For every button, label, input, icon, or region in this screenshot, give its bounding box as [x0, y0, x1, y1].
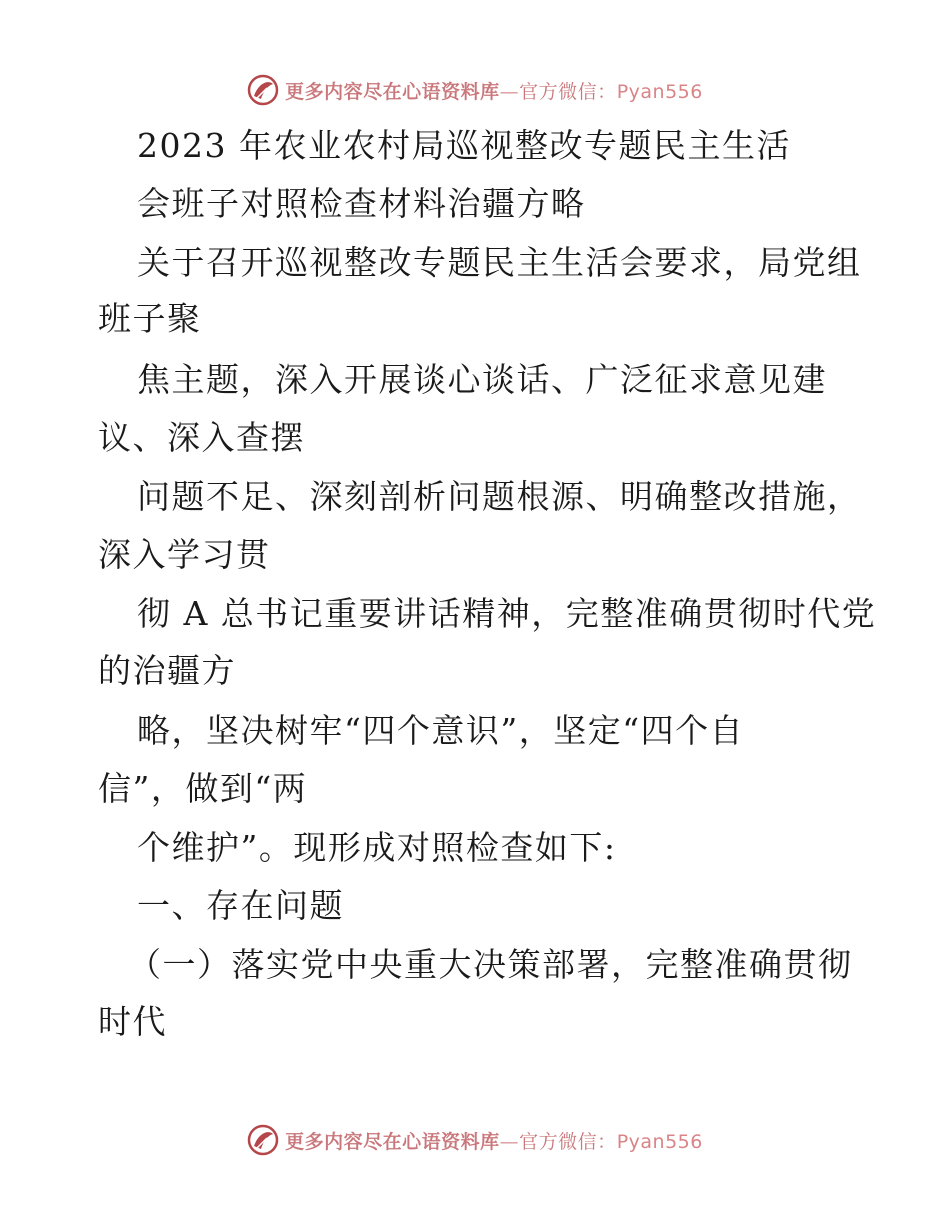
- banner-text: [285, 77, 703, 104]
- subsection-heading-line-1: （一）落实党中央重大决策部署，完整准确贯彻: [128, 945, 853, 984]
- banner-wechat-id: Pyan556: [616, 80, 703, 103]
- banner-text: [285, 1127, 703, 1154]
- brand-logo-icon: [247, 74, 279, 106]
- section-heading: 一、存在问题: [137, 886, 344, 925]
- banner-brand: 更多内容尽在心语资料库: [285, 1130, 500, 1153]
- paragraph-line: 彻 A 总书记重要讲话精神，完整准确贯彻时代党: [137, 594, 877, 633]
- paragraph-line: 问题不足、深刻剖析问题根源、明确整改措施，: [137, 477, 862, 516]
- banner-dash: —: [499, 1130, 520, 1153]
- banner-wechat-id: Pyan556: [616, 1130, 703, 1153]
- paragraph-line: 略，坚决树牢“四个意识”，坚定“四个自: [137, 711, 745, 750]
- paragraph-line: 班子聚: [98, 299, 202, 338]
- document-title-line-1: 2023 年农业农村局巡视整改专题民主生活: [137, 126, 791, 165]
- paragraph-line: 个维护”。现形成对照检查如下:: [137, 828, 617, 867]
- banner-official-label: 官方微信：: [519, 80, 617, 103]
- paragraph-line: 深入学习贯: [98, 535, 271, 574]
- paragraph-line: 的治疆方: [98, 651, 236, 690]
- banner-brand: 更多内容尽在心语资料库: [285, 80, 500, 103]
- footer-banner: [0, 1120, 950, 1160]
- document-title-line-2: 会班子对照检查材料治疆方略: [137, 184, 586, 223]
- subsection-heading-line-2: 时代: [98, 1002, 167, 1041]
- paragraph-line: 焦主题，深入开展谈心谈话、广泛征求意见建: [137, 360, 827, 399]
- brand-logo-icon: [247, 1124, 279, 1156]
- paragraph-line: 信”，做到“两: [98, 769, 308, 808]
- paragraph-line: 议、深入查摆: [98, 418, 305, 457]
- banner-official-label: 官方微信：: [519, 1130, 617, 1153]
- paragraph-line: 关于召开巡视整改专题民主生活会要求，局党组: [137, 243, 862, 282]
- header-banner: [0, 70, 950, 110]
- banner-dash: —: [499, 80, 520, 103]
